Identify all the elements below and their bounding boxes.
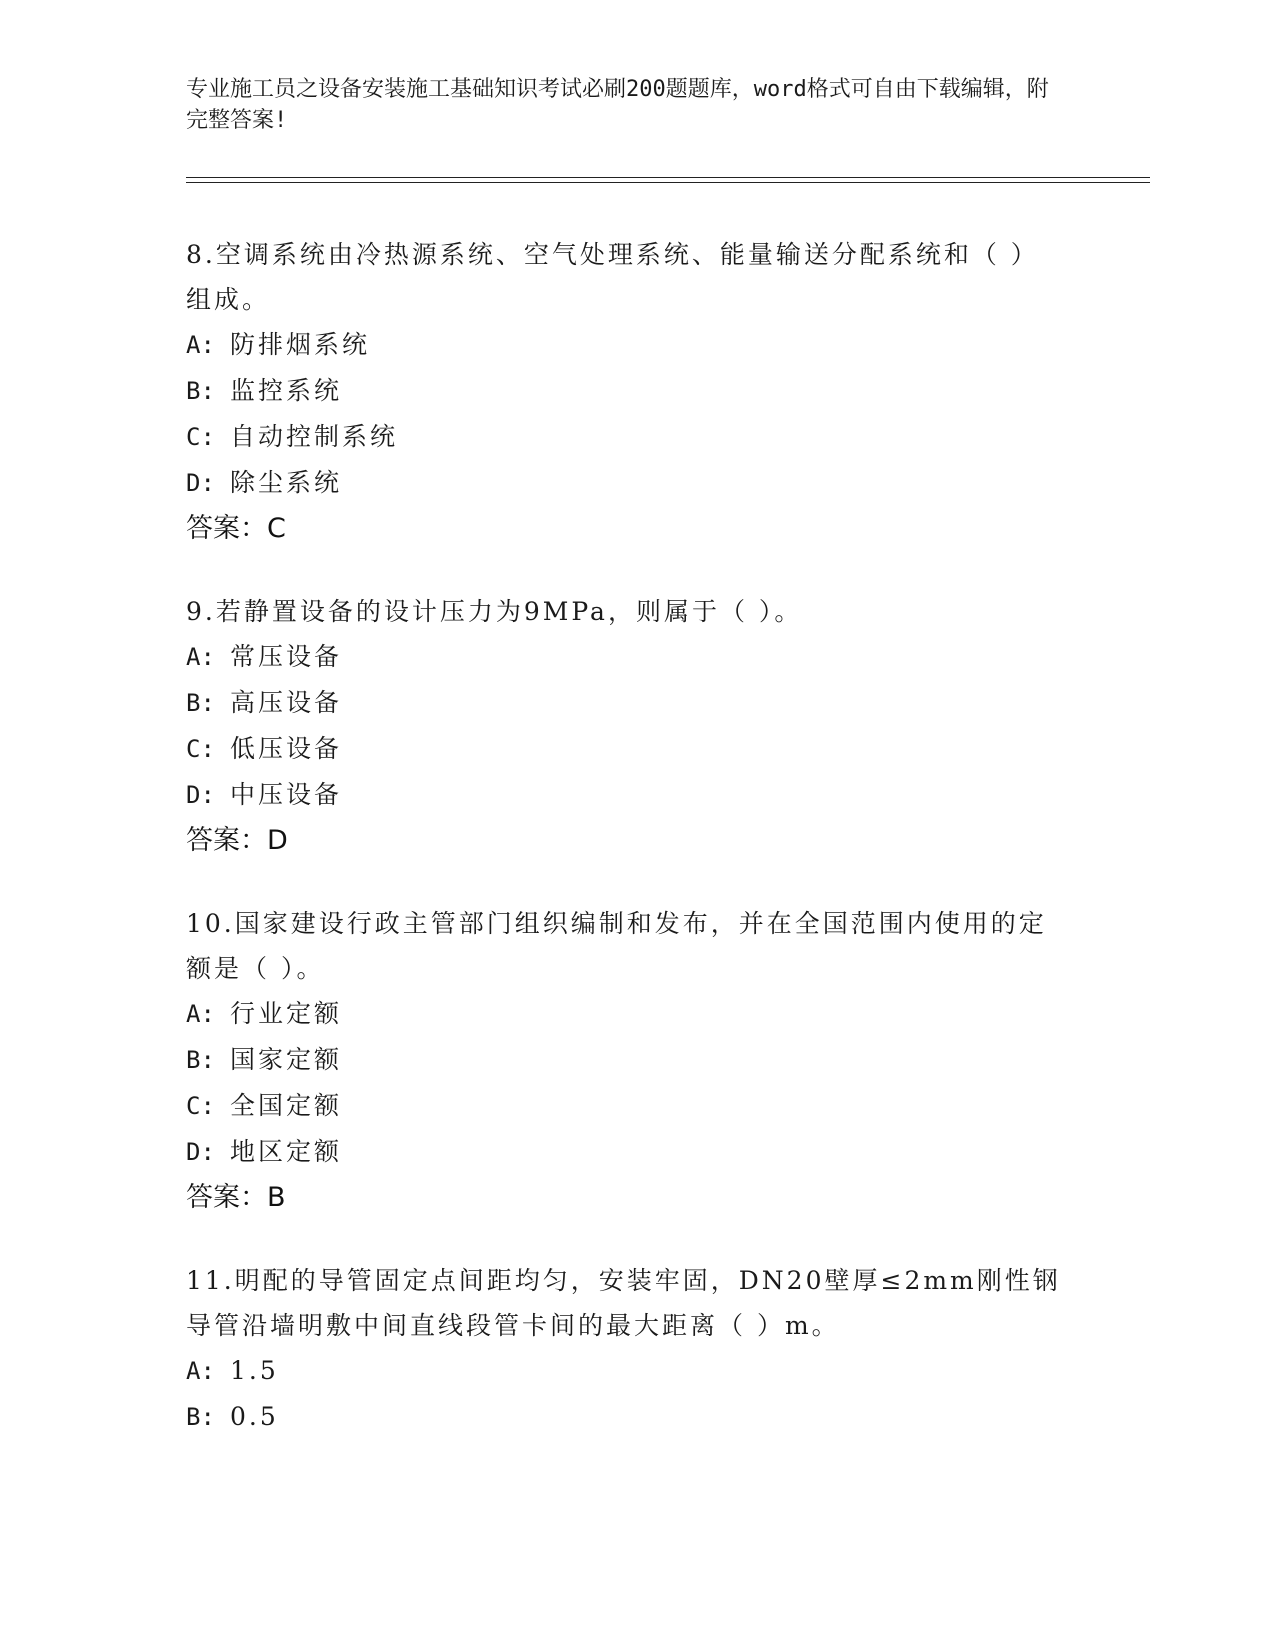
option-letter: D:: [186, 469, 215, 497]
option-text: 常压设备: [230, 642, 343, 671]
option-text: 地区定额: [230, 1137, 343, 1166]
option-letter: B:: [186, 377, 215, 405]
option-letter: B:: [186, 689, 215, 717]
option-letter: B:: [186, 1046, 215, 1074]
option-text: 低压设备: [230, 734, 343, 763]
option-text: 全国定额: [230, 1091, 343, 1120]
question-list: [186, 232, 1086, 1478]
header-divider-top: [186, 177, 1150, 178]
option-letter: A:: [186, 331, 215, 359]
option-d: [186, 460, 1086, 506]
option-text: 0.5: [230, 1402, 279, 1431]
option-text: 监控系统: [230, 376, 343, 405]
option-text: 国家定额: [230, 1045, 343, 1074]
question-8: [186, 232, 1086, 551]
header-divider-bottom: [186, 182, 1150, 183]
option-c: [186, 726, 1086, 772]
question-text: 10.国家建设行政主管部门组织编制和发布，并在全国范围内使用的定额是（ ）。: [186, 909, 1047, 983]
option-a: [186, 1348, 1086, 1394]
option-b: [186, 680, 1086, 726]
question-text: 8.空调系统由冷热源系统、空气处理系统、能量输送分配系统和（ ）组成。: [186, 240, 1039, 314]
option-letter: D:: [186, 781, 215, 809]
option-letter: B:: [186, 1403, 215, 1431]
option-d: [186, 772, 1086, 818]
option-d: [186, 1129, 1086, 1175]
question-10: [186, 901, 1086, 1220]
option-a: [186, 322, 1086, 368]
option-text: 除尘系统: [230, 468, 343, 497]
option-text: 中压设备: [230, 780, 343, 809]
option-letter: C:: [186, 1092, 215, 1120]
document-header: 专业施工员之设备安装施工基础知识考试必刷200题题库，word格式可自由下载编辑，附完整答案!: [186, 77, 1049, 133]
option-a: [186, 634, 1086, 680]
question-11: [186, 1258, 1086, 1440]
option-text: 1.5: [230, 1356, 279, 1385]
option-text: 自动控制系统: [230, 422, 399, 451]
answer: 答案：C: [186, 513, 286, 544]
option-b: [186, 1394, 1086, 1440]
option-text: 行业定额: [230, 999, 343, 1028]
option-letter: A:: [186, 1000, 215, 1028]
option-c: [186, 1083, 1086, 1129]
option-b: [186, 368, 1086, 414]
option-letter: C:: [186, 735, 215, 763]
option-letter: A:: [186, 1357, 215, 1385]
answer: 答案：D: [186, 825, 288, 856]
option-c: [186, 414, 1086, 460]
option-text: 防排烟系统: [230, 330, 371, 359]
answer: 答案：B: [186, 1182, 286, 1213]
option-letter: D:: [186, 1138, 215, 1166]
option-letter: C:: [186, 423, 215, 451]
option-b: [186, 1037, 1086, 1083]
question-text: 9.若静置设备的设计压力为9MPa，则属于（ ）。: [186, 597, 803, 626]
option-letter: A:: [186, 643, 215, 671]
option-a: [186, 991, 1086, 1037]
option-text: 高压设备: [230, 688, 343, 717]
question-text: 11.明配的导管固定点间距均匀，安装牢固，DN20壁厚≤2mm刚性钢导管沿墙明敷中间直线段管卡间的最大距离（ ）m。: [186, 1266, 1061, 1340]
question-9: [186, 589, 1086, 863]
